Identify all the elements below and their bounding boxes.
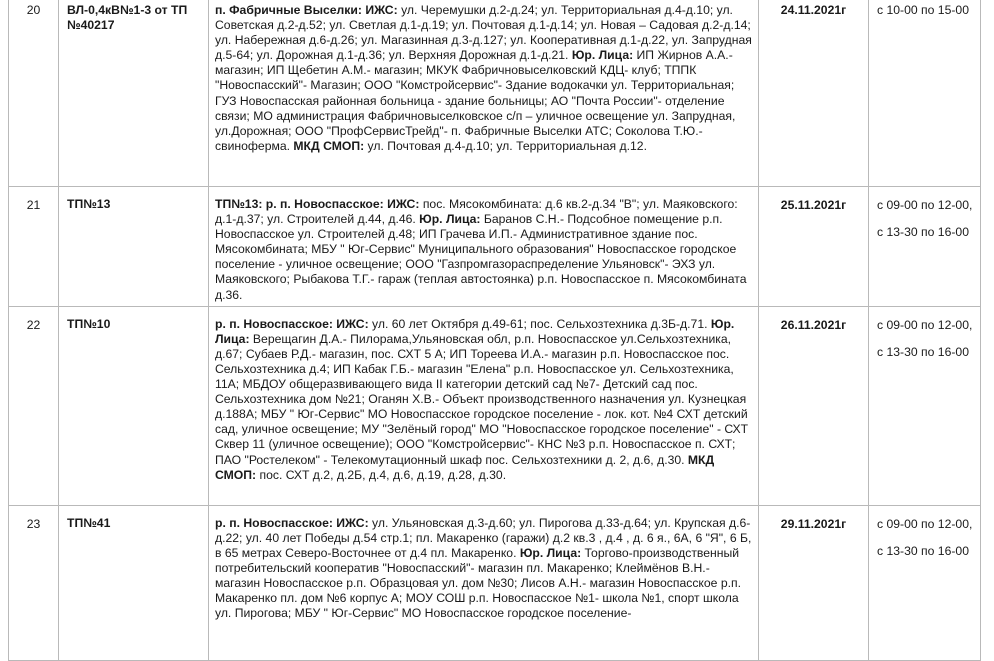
address-text: ИП Жирнов А.А.- магазин; ИП Щебетин А.М.- магазин; МКУК Фабричновыселковский КДЦ- клуб; ТППК "Новоспасский"- Магазин; ООО "Комстройсервис"- Здание водокачки ул. Территориальная; ГУЗ Новоспасская районная больница - здание больницы; АО "Почта России"- отделение связи; МО администрация Фабричновыселковское с/п – уличное освещение ул. Запрудная, ул.Дорожная; ООО "ПрофСервисТрейд"- п. Фабричные Выселки АТС; Соколова Т.Ю.- свиноферма. bbox=[215, 48, 736, 153]
outage-time bbox=[869, 306, 981, 505]
address-text: пос. СХТ д.2, д.2Б, д.4, д.6, д.19, д.28, д.30. bbox=[259, 467, 507, 482]
outage-time bbox=[869, 505, 981, 660]
object-name: ТП№13 bbox=[59, 187, 209, 307]
address-text: Баранов С.Н.- Подсобное помещение р.п. Новоспасское ул. Строителей д.48; ИП Грачева И.П.- Административное здание пос. Мясокомбината; МБУ " Юг-Сервис" Муниципального образования" Новоспасское городское поселение - уличное освещение; ООО "Газпромгазораспределение Ульяновск"- ЭХЗ ул. Маяковского; Рыбакова Т.Г.- гараж (теплая автостоянка) р.п. Новоспасское п. Мясокомбината д.36. bbox=[215, 212, 747, 302]
object-name: ТП№41 bbox=[59, 505, 209, 660]
outage-date: 29.11.2021г bbox=[759, 505, 869, 660]
address-heading: р. п. Новоспасское: ИЖС: bbox=[215, 316, 373, 331]
time-slot: с 09-00 по 12-00, bbox=[877, 516, 973, 531]
outage-time bbox=[869, 0, 981, 187]
address-text: Верещагин Д.А.- Пилорама,Ульяновская обл, р.п. Новоспасское ул.Сельхозтехника, д.67; Субаев Р.Д.- магазин, пос. СХТ 5 А; ИП Тореева И.А.- магазин р.п. Новоспасское пос. Сельхозтехника д.4; ИП Кабак Г.Б.- магазин "Елена" р.п. Новоспасское ул. Сельхозтехника, 11А; МБДОУ общеразвивающего вида II категории детский сад №7- Детский сад пос. Сельхозтехника дом №21; Оганян Х.В.- Объект производственного назначения ул. Кузнецкая д.188А; МБУ " Юг-Сервис" МО Новоспасское городское поселение - лок. кот. №4 СХТ детский сад, уличное освещение; МУ "Зелёный город" МО "Новоспасское городское поселение" - СХТ Сквер 11 (уличное освещение); ООО "Комстройсервис"- КНС №3 р.п. Новоспасское п. СХТ; ПАО "Ростелеком" - Телекомутационный шкаф пос. Сельхозтехники д. 2, д.6, д.30. bbox=[215, 331, 749, 467]
address-heading: Юр. Лица: bbox=[519, 545, 585, 560]
outage-date: 24.11.2021г bbox=[759, 0, 869, 187]
address-text: ул. Ульяновская д.3-д.60; ул. Пирогова д.33-д.64; ул. Крупская д.6-д.22; ул. 40 лет Победы д.54 стр.1; пл. Макаренко (гаражи) д.2 кв.3 , д.4 , д. 6 я., 6А, 6 "Я", 6 Б, в 65 метрах Северо-Восточнее от д.4 пл. Макаренко. bbox=[215, 515, 752, 560]
object-name: ВЛ-0,4кВ№1-3 от ТП №40217 bbox=[59, 0, 209, 187]
address-text: пос. Мясокомбината: д.6 кв.2-д.34 "В"; ул. Маяковского: д.1-д.37; ул. Строителей д.44, д.46. bbox=[215, 197, 738, 227]
address-text: ул. Почтовая д.4-д.10; ул. Территориальная д.12. bbox=[367, 138, 647, 153]
address-heading: ТП№13: р. п. Новоспасское: ИЖС: bbox=[215, 197, 423, 211]
table-row bbox=[9, 187, 981, 307]
row-number: 21 bbox=[9, 187, 59, 307]
object-name: ТП№10 bbox=[59, 306, 209, 505]
address-text: Торгово-производственный потребительский кооператив "Новоспасский"- магазин пл. Макаренко; Клеймёнов В.Н.- магазин Новоспасское р.п. Образцовая ул. дом №30; Лисов А.Н.- магазин Новоспасское р.п. Макаренко пл. дом №6 корпус А; МОУ СОШ р.п. Новоспасское №1- школа №1, спорт школа ул. Пирогова; МБУ " Юг-Сервис" МО Новоспасское городское поселение- bbox=[215, 545, 741, 621]
time-slot: с 13-30 по 16-00 bbox=[877, 344, 969, 359]
row-number: 23 bbox=[9, 505, 59, 660]
address-heading: Юр. Лица: bbox=[571, 48, 637, 63]
address-heading: Юр. Лица: bbox=[215, 316, 735, 346]
outage-time bbox=[869, 187, 981, 307]
address-text: ул. Черемушки д.2-д.24; ул. Территориальная д.4-д.10; ул. Советская д.2-д.52; ул. Светлая д.1-д.19; ул. Почтовая д.1-д.14; ул. Новая – Садовая д.2-д.14; ул. Набережная д.6-д.26; ул. Магазинная д.3-д.127; ул. Кооперативная д.1-д.22, ул. Запрудная д.5-64; ул. Дорожная д.1-д.36; ул. Верхняя Дорожная д.1-д.21. bbox=[215, 3, 752, 63]
row-number: 22 bbox=[9, 306, 59, 505]
row-number: 20 bbox=[9, 0, 59, 187]
time-slot: с 10-00 по 15-00 bbox=[877, 3, 969, 17]
address-heading: Юр. Лица: bbox=[419, 212, 484, 227]
outage-date: 25.11.2021г bbox=[759, 187, 869, 307]
time-slot: с 13-30 по 16-00 bbox=[877, 543, 969, 558]
time-slot: с 13-30 по 16-00 bbox=[877, 225, 969, 239]
table-row bbox=[9, 0, 981, 187]
address-list bbox=[209, 505, 759, 660]
address-list bbox=[209, 0, 759, 187]
time-slot: с 09-00 по 12-00, bbox=[877, 317, 973, 332]
address-heading: п. Фабричные Выселки: ИЖС: bbox=[215, 3, 402, 17]
address-list bbox=[209, 306, 759, 505]
outage-schedule-table bbox=[8, 0, 981, 661]
address-text: ул. 60 лет Октября д.49-61; пос. Сельхозтехника д.3Б-д.71. bbox=[372, 316, 711, 331]
table-row bbox=[9, 306, 981, 505]
table-row bbox=[9, 505, 981, 660]
address-heading: МКД СМОП: bbox=[293, 138, 368, 153]
address-heading: р. п. Новоспасское: ИЖС: bbox=[215, 515, 373, 530]
address-heading: МКД СМОП: bbox=[215, 452, 715, 482]
address-list bbox=[209, 187, 759, 307]
outage-date: 26.11.2021г bbox=[759, 306, 869, 505]
time-slot: с 09-00 по 12-00, bbox=[877, 198, 973, 212]
